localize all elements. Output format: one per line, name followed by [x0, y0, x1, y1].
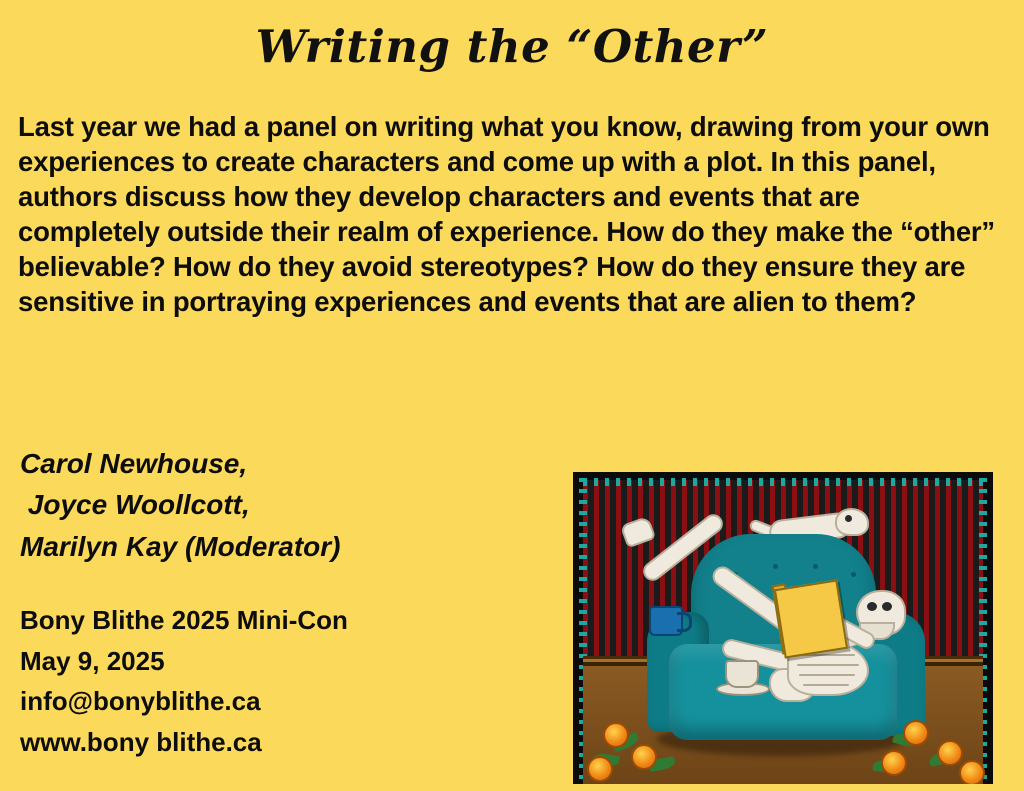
- teacup: [725, 660, 759, 688]
- skeleton-cat-eye: [845, 515, 852, 522]
- skeleton-rib: [797, 664, 859, 666]
- illustration: [573, 472, 993, 784]
- orange-flower: [881, 750, 907, 776]
- panelist-name-3: Marilyn Kay (Moderator): [20, 530, 341, 562]
- panel-description: Last year we had a panel on writing what you know, drawing from your own experiences to create characters and come up with a plot. In this panel, authors discuss how they develop characters and events that are completely outside their realm of experience. How do they make the “other” believable? How do they avoid stereotypes? How do they ensure they are sensitive in portraying experiences and events that are alien to them?: [18, 111, 995, 317]
- orange-flower: [937, 740, 963, 766]
- website-url: www.bony blithe.ca: [20, 726, 262, 757]
- border-dots-top: [583, 478, 983, 486]
- skeleton-rib: [803, 684, 849, 686]
- chair-tuft: [851, 572, 856, 577]
- panelist-list: [20, 443, 580, 567]
- event-date: May 9, 2025: [20, 645, 165, 676]
- skeleton-eye-socket: [867, 602, 877, 611]
- yellow-book: [774, 579, 848, 658]
- page-title: Writing the “Other”: [255, 20, 769, 73]
- event-info: [20, 600, 560, 762]
- chair-tuft: [813, 564, 818, 569]
- panelist-name-2: Joyce Woollcott,: [20, 489, 250, 521]
- contact-email: info@bonyblithe.ca: [20, 686, 261, 717]
- blue-mug-handle: [677, 612, 692, 632]
- orange-flower: [603, 722, 629, 748]
- orange-flower: [631, 744, 657, 770]
- event-name: Bony Blithe 2025 Mini-Con: [20, 605, 348, 635]
- skeleton-eye-socket: [882, 602, 892, 611]
- skeleton-cat-skull: [835, 508, 869, 536]
- skeleton-rib: [799, 674, 855, 676]
- chair-tuft: [773, 564, 778, 569]
- orange-flower: [903, 720, 929, 746]
- orange-flower: [587, 756, 613, 782]
- panelist-name-1: Carol Newhouse,: [20, 448, 248, 479]
- orange-flower: [959, 760, 985, 784]
